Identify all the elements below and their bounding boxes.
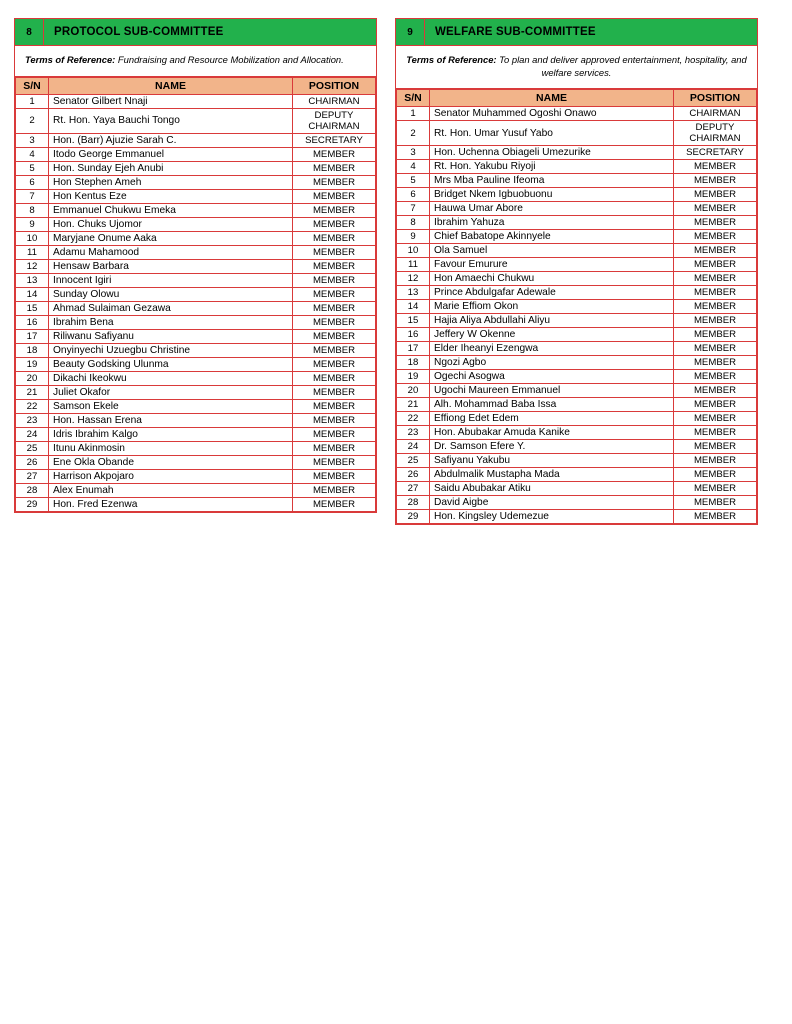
cell-position: MEMBER [674, 440, 757, 454]
cell-sn: 11 [397, 258, 430, 272]
cell-sn: 10 [397, 244, 430, 258]
column-header-pos: POSITION [293, 77, 376, 94]
cell-position: MEMBER [674, 230, 757, 244]
cell-sn: 18 [16, 343, 49, 357]
cell-name: Innocent Igiri [49, 273, 293, 287]
cell-name: Alex Enumah [49, 483, 293, 497]
table-row [397, 370, 757, 384]
cell-name: Ngozi Agbo [430, 356, 674, 370]
table-row [16, 189, 376, 203]
table-row [16, 133, 376, 147]
cell-name: Bridget Nkem Igbuobuonu [430, 188, 674, 202]
cell-name: Ogechi Asogwa [430, 370, 674, 384]
cell-name: Hon. Fred Ezenwa [49, 497, 293, 511]
table-row [397, 244, 757, 258]
cell-sn: 12 [16, 259, 49, 273]
column-header-pos: POSITION [674, 90, 757, 107]
members-table [396, 89, 757, 524]
cell-position: MEMBER [293, 147, 376, 161]
committee-title: PROTOCOL SUB-COMMITTEE [54, 26, 224, 38]
cell-sn: 13 [16, 273, 49, 287]
table-row [16, 399, 376, 413]
table-row [397, 468, 757, 482]
cell-position: MEMBER [293, 245, 376, 259]
table-row [16, 371, 376, 385]
cell-position: MEMBER [674, 272, 757, 286]
cell-position: MEMBER [293, 217, 376, 231]
cell-sn: 22 [397, 412, 430, 426]
table-row [16, 273, 376, 287]
table-row [397, 146, 757, 160]
table-row [16, 108, 376, 133]
cell-position: MEMBER [674, 454, 757, 468]
cell-position: MEMBER [674, 482, 757, 496]
cell-name: Ola Samuel [430, 244, 674, 258]
cell-name: Itodo George Emmanuel [49, 147, 293, 161]
cell-sn: 5 [397, 174, 430, 188]
cell-name: Prince Abdulgafar Adewale [430, 286, 674, 300]
cell-name: Ahmad Sulaiman Gezawa [49, 301, 293, 315]
table-row [16, 385, 376, 399]
table-row [16, 161, 376, 175]
cell-sn: 23 [16, 413, 49, 427]
table-row [16, 427, 376, 441]
cell-position: MEMBER [293, 483, 376, 497]
cell-sn: 24 [16, 427, 49, 441]
cell-position: CHAIRMAN [674, 107, 757, 121]
table-row [397, 272, 757, 286]
cell-name: Idris Ibrahim Kalgo [49, 427, 293, 441]
cell-sn: 3 [16, 133, 49, 147]
cell-sn: 21 [397, 398, 430, 412]
cell-sn: 4 [397, 160, 430, 174]
table-row [397, 202, 757, 216]
cell-position: MEMBER [293, 231, 376, 245]
cell-sn: 18 [397, 356, 430, 370]
table-header-row [397, 90, 757, 107]
table-row [397, 286, 757, 300]
cell-position: MEMBER [293, 315, 376, 329]
cell-name: Abdulmalik Mustapha Mada [430, 468, 674, 482]
cell-name: Alh. Mohammad Baba Issa [430, 398, 674, 412]
cell-position: MEMBER [674, 244, 757, 258]
table-row [16, 203, 376, 217]
cell-name: Samson Ekele [49, 399, 293, 413]
cell-sn: 22 [16, 399, 49, 413]
cell-position: MEMBER [674, 496, 757, 510]
table-row [397, 328, 757, 342]
cell-sn: 17 [397, 342, 430, 356]
table-row [397, 398, 757, 412]
table-row [397, 496, 757, 510]
cell-name: Jeffery W Okenne [430, 328, 674, 342]
cell-name: Hon. Abubakar Amuda Kanike [430, 426, 674, 440]
cell-sn: 9 [397, 230, 430, 244]
table-row [16, 287, 376, 301]
committee-title: WELFARE SUB-COMMITTEE [435, 26, 596, 38]
cell-sn: 5 [16, 161, 49, 175]
table-row [16, 245, 376, 259]
cell-position: MEMBER [293, 427, 376, 441]
table-row [16, 329, 376, 343]
cell-sn: 17 [16, 329, 49, 343]
cell-name: Ibrahim Bena [49, 315, 293, 329]
cell-position: MEMBER [674, 202, 757, 216]
cell-name: Dikachi Ikeokwu [49, 371, 293, 385]
cell-position: MEMBER [293, 455, 376, 469]
cell-position: MEMBER [293, 287, 376, 301]
cell-name: Rt. Hon. Yaya Bauchi Tongo [49, 108, 293, 133]
cell-sn: 14 [397, 300, 430, 314]
cell-position: MEMBER [674, 258, 757, 272]
terms-of-reference-label: Terms of Reference: [25, 54, 116, 65]
cell-sn: 7 [16, 189, 49, 203]
cell-position: SECRETARY [674, 146, 757, 160]
cell-sn: 3 [397, 146, 430, 160]
cell-position: MEMBER [293, 441, 376, 455]
table-row [16, 441, 376, 455]
cell-name: Ugochi Maureen Emmanuel [430, 384, 674, 398]
table-row [16, 94, 376, 108]
cell-name: Hensaw Barbara [49, 259, 293, 273]
cell-position: MEMBER [674, 286, 757, 300]
table-row [397, 454, 757, 468]
column-header-name: NAME [430, 90, 674, 107]
cell-sn: 16 [397, 328, 430, 342]
cell-name: Rt. Hon. Yakubu Riyoji [430, 160, 674, 174]
cell-sn: 26 [16, 455, 49, 469]
cell-position: MEMBER [674, 356, 757, 370]
table-row [397, 426, 757, 440]
cell-position: MEMBER [293, 273, 376, 287]
cell-name: Senator Gilbert Nnaji [49, 94, 293, 108]
cell-position: MEMBER [674, 384, 757, 398]
cell-name: Itunu Akinmosin [49, 441, 293, 455]
cell-sn: 8 [16, 203, 49, 217]
cell-name: Adamu Mahamood [49, 245, 293, 259]
cell-name: Beauty Godsking Ulunma [49, 357, 293, 371]
table-row [397, 216, 757, 230]
cell-position: MEMBER [293, 343, 376, 357]
table-row [397, 440, 757, 454]
table-row [397, 174, 757, 188]
cell-name: Hon Stephen Ameh [49, 175, 293, 189]
cell-name: Safiyanu Yakubu [430, 454, 674, 468]
cell-name: Senator Muhammed Ogoshi Onawo [430, 107, 674, 121]
cell-position: MEMBER [293, 161, 376, 175]
committee-table [14, 18, 377, 513]
table-row [16, 231, 376, 245]
cell-sn: 6 [397, 188, 430, 202]
cell-name: Hon. Chuks Ujomor [49, 217, 293, 231]
cell-sn: 29 [16, 497, 49, 511]
cell-position: MEMBER [293, 301, 376, 315]
table-row [397, 107, 757, 121]
cell-sn: 21 [16, 385, 49, 399]
committee-tables-row [14, 18, 778, 525]
cell-position: MEMBER [293, 399, 376, 413]
table-row [397, 258, 757, 272]
committee-header [396, 19, 757, 46]
cell-name: Hauwa Umar Abore [430, 202, 674, 216]
table-row [397, 412, 757, 426]
cell-sn: 16 [16, 315, 49, 329]
cell-sn: 28 [397, 496, 430, 510]
cell-sn: 6 [16, 175, 49, 189]
cell-sn: 25 [16, 441, 49, 455]
cell-name: Hon. Uchenna Obiageli Umezurike [430, 146, 674, 160]
cell-position: CHAIRMAN [293, 94, 376, 108]
cell-sn: 13 [397, 286, 430, 300]
cell-position: MEMBER [674, 328, 757, 342]
cell-position: MEMBER [293, 371, 376, 385]
table-row [16, 315, 376, 329]
cell-sn: 26 [397, 468, 430, 482]
cell-name: Hon. Hassan Erena [49, 413, 293, 427]
cell-name: Juliet Okafor [49, 385, 293, 399]
cell-name: Rt. Hon. Umar Yusuf Yabo [430, 121, 674, 146]
table-row [16, 357, 376, 371]
cell-sn: 15 [16, 301, 49, 315]
cell-sn: 23 [397, 426, 430, 440]
cell-sn: 15 [397, 314, 430, 328]
committee-number: 9 [396, 19, 425, 45]
table-row [397, 314, 757, 328]
table-row [397, 300, 757, 314]
cell-name: Ibrahim Yahuza [430, 216, 674, 230]
cell-position: MEMBER [293, 259, 376, 273]
cell-name: Saidu Abubakar Atiku [430, 482, 674, 496]
cell-name: Emmanuel Chukwu Emeka [49, 203, 293, 217]
cell-sn: 27 [16, 469, 49, 483]
cell-sn: 7 [397, 202, 430, 216]
cell-name: Hajia Aliya Abdullahi Aliyu [430, 314, 674, 328]
cell-position: MEMBER [674, 188, 757, 202]
cell-name: Effiong Edet Edem [430, 412, 674, 426]
table-row [16, 217, 376, 231]
cell-name: Marie Effiom Okon [430, 300, 674, 314]
terms-of-reference-label: Terms of Reference: [406, 54, 497, 65]
terms-of-reference-text: Fundraising and Resource Mobilization and Allocation. [117, 54, 344, 65]
cell-name: Chief Babatope Akinnyele [430, 230, 674, 244]
cell-name: Riliwanu Safiyanu [49, 329, 293, 343]
cell-name: Hon. (Barr) Ajuzie Sarah C. [49, 133, 293, 147]
table-row [397, 384, 757, 398]
cell-position: DEPUTY CHAIRMAN [674, 121, 757, 146]
cell-position: MEMBER [674, 370, 757, 384]
cell-name: Maryjane Onume Aaka [49, 231, 293, 245]
cell-sn: 14 [16, 287, 49, 301]
cell-position: DEPUTY CHAIRMAN [293, 108, 376, 133]
cell-position: MEMBER [293, 189, 376, 203]
column-header-sn: S/N [16, 77, 49, 94]
cell-position: MEMBER [674, 216, 757, 230]
table-row [16, 497, 376, 511]
cell-position: MEMBER [293, 385, 376, 399]
cell-name: Hon Kentus Eze [49, 189, 293, 203]
cell-position: MEMBER [674, 314, 757, 328]
table-row [397, 230, 757, 244]
committee-table [395, 18, 758, 525]
cell-sn: 10 [16, 231, 49, 245]
cell-position: MEMBER [293, 203, 376, 217]
cell-sn: 20 [397, 384, 430, 398]
cell-name: Harrison Akpojaro [49, 469, 293, 483]
cell-sn: 27 [397, 482, 430, 496]
cell-position: SECRETARY [293, 133, 376, 147]
table-row [16, 469, 376, 483]
cell-name: Ene Okla Obande [49, 455, 293, 469]
cell-position: MEMBER [674, 174, 757, 188]
cell-name: Onyinyechi Uzuegbu Christine [49, 343, 293, 357]
cell-position: MEMBER [293, 497, 376, 511]
table-row [397, 356, 757, 370]
table-row [397, 160, 757, 174]
cell-name: Favour Emurure [430, 258, 674, 272]
cell-sn: 19 [16, 357, 49, 371]
table-row [16, 455, 376, 469]
cell-position: MEMBER [293, 413, 376, 427]
cell-sn: 11 [16, 245, 49, 259]
committee-header [15, 19, 376, 46]
table-row [397, 121, 757, 146]
cell-position: MEMBER [674, 510, 757, 524]
cell-sn: 2 [397, 121, 430, 146]
cell-sn: 8 [397, 216, 430, 230]
cell-name: Dr. Samson Efere Y. [430, 440, 674, 454]
terms-of-reference [396, 46, 757, 89]
cell-sn: 19 [397, 370, 430, 384]
cell-sn: 25 [397, 454, 430, 468]
cell-sn: 1 [397, 107, 430, 121]
column-header-name: NAME [49, 77, 293, 94]
cell-sn: 20 [16, 371, 49, 385]
cell-sn: 29 [397, 510, 430, 524]
table-row [16, 147, 376, 161]
cell-position: MEMBER [674, 160, 757, 174]
table-row [16, 343, 376, 357]
cell-sn: 4 [16, 147, 49, 161]
table-row [397, 342, 757, 356]
members-table [15, 77, 376, 512]
cell-position: MEMBER [674, 412, 757, 426]
cell-position: MEMBER [674, 342, 757, 356]
table-row [16, 483, 376, 497]
cell-sn: 1 [16, 94, 49, 108]
cell-name: Mrs Mba Pauline Ifeoma [430, 174, 674, 188]
committee-number: 8 [15, 19, 44, 45]
table-row [16, 413, 376, 427]
cell-sn: 28 [16, 483, 49, 497]
cell-position: MEMBER [674, 468, 757, 482]
cell-name: Hon. Kingsley Udemezue [430, 510, 674, 524]
cell-name: Hon Amaechi Chukwu [430, 272, 674, 286]
terms-of-reference-text: To plan and deliver approved entertainment, hospitality, and welfare services. [499, 54, 747, 78]
cell-sn: 2 [16, 108, 49, 133]
table-header-row [16, 77, 376, 94]
terms-of-reference [15, 46, 376, 77]
column-header-sn: S/N [397, 90, 430, 107]
cell-name: Sunday Olowu [49, 287, 293, 301]
table-row [397, 188, 757, 202]
table-row [16, 259, 376, 273]
cell-position: MEMBER [293, 469, 376, 483]
cell-position: MEMBER [674, 426, 757, 440]
cell-position: MEMBER [293, 357, 376, 371]
cell-name: Hon. Sunday Ejeh Anubi [49, 161, 293, 175]
cell-position: MEMBER [293, 329, 376, 343]
cell-position: MEMBER [293, 175, 376, 189]
cell-position: MEMBER [674, 398, 757, 412]
cell-sn: 24 [397, 440, 430, 454]
cell-name: Elder Iheanyi Ezengwa [430, 342, 674, 356]
cell-sn: 12 [397, 272, 430, 286]
cell-sn: 9 [16, 217, 49, 231]
table-row [397, 510, 757, 524]
cell-position: MEMBER [674, 300, 757, 314]
cell-name: David Aigbe [430, 496, 674, 510]
table-row [16, 301, 376, 315]
table-row [16, 175, 376, 189]
table-row [397, 482, 757, 496]
